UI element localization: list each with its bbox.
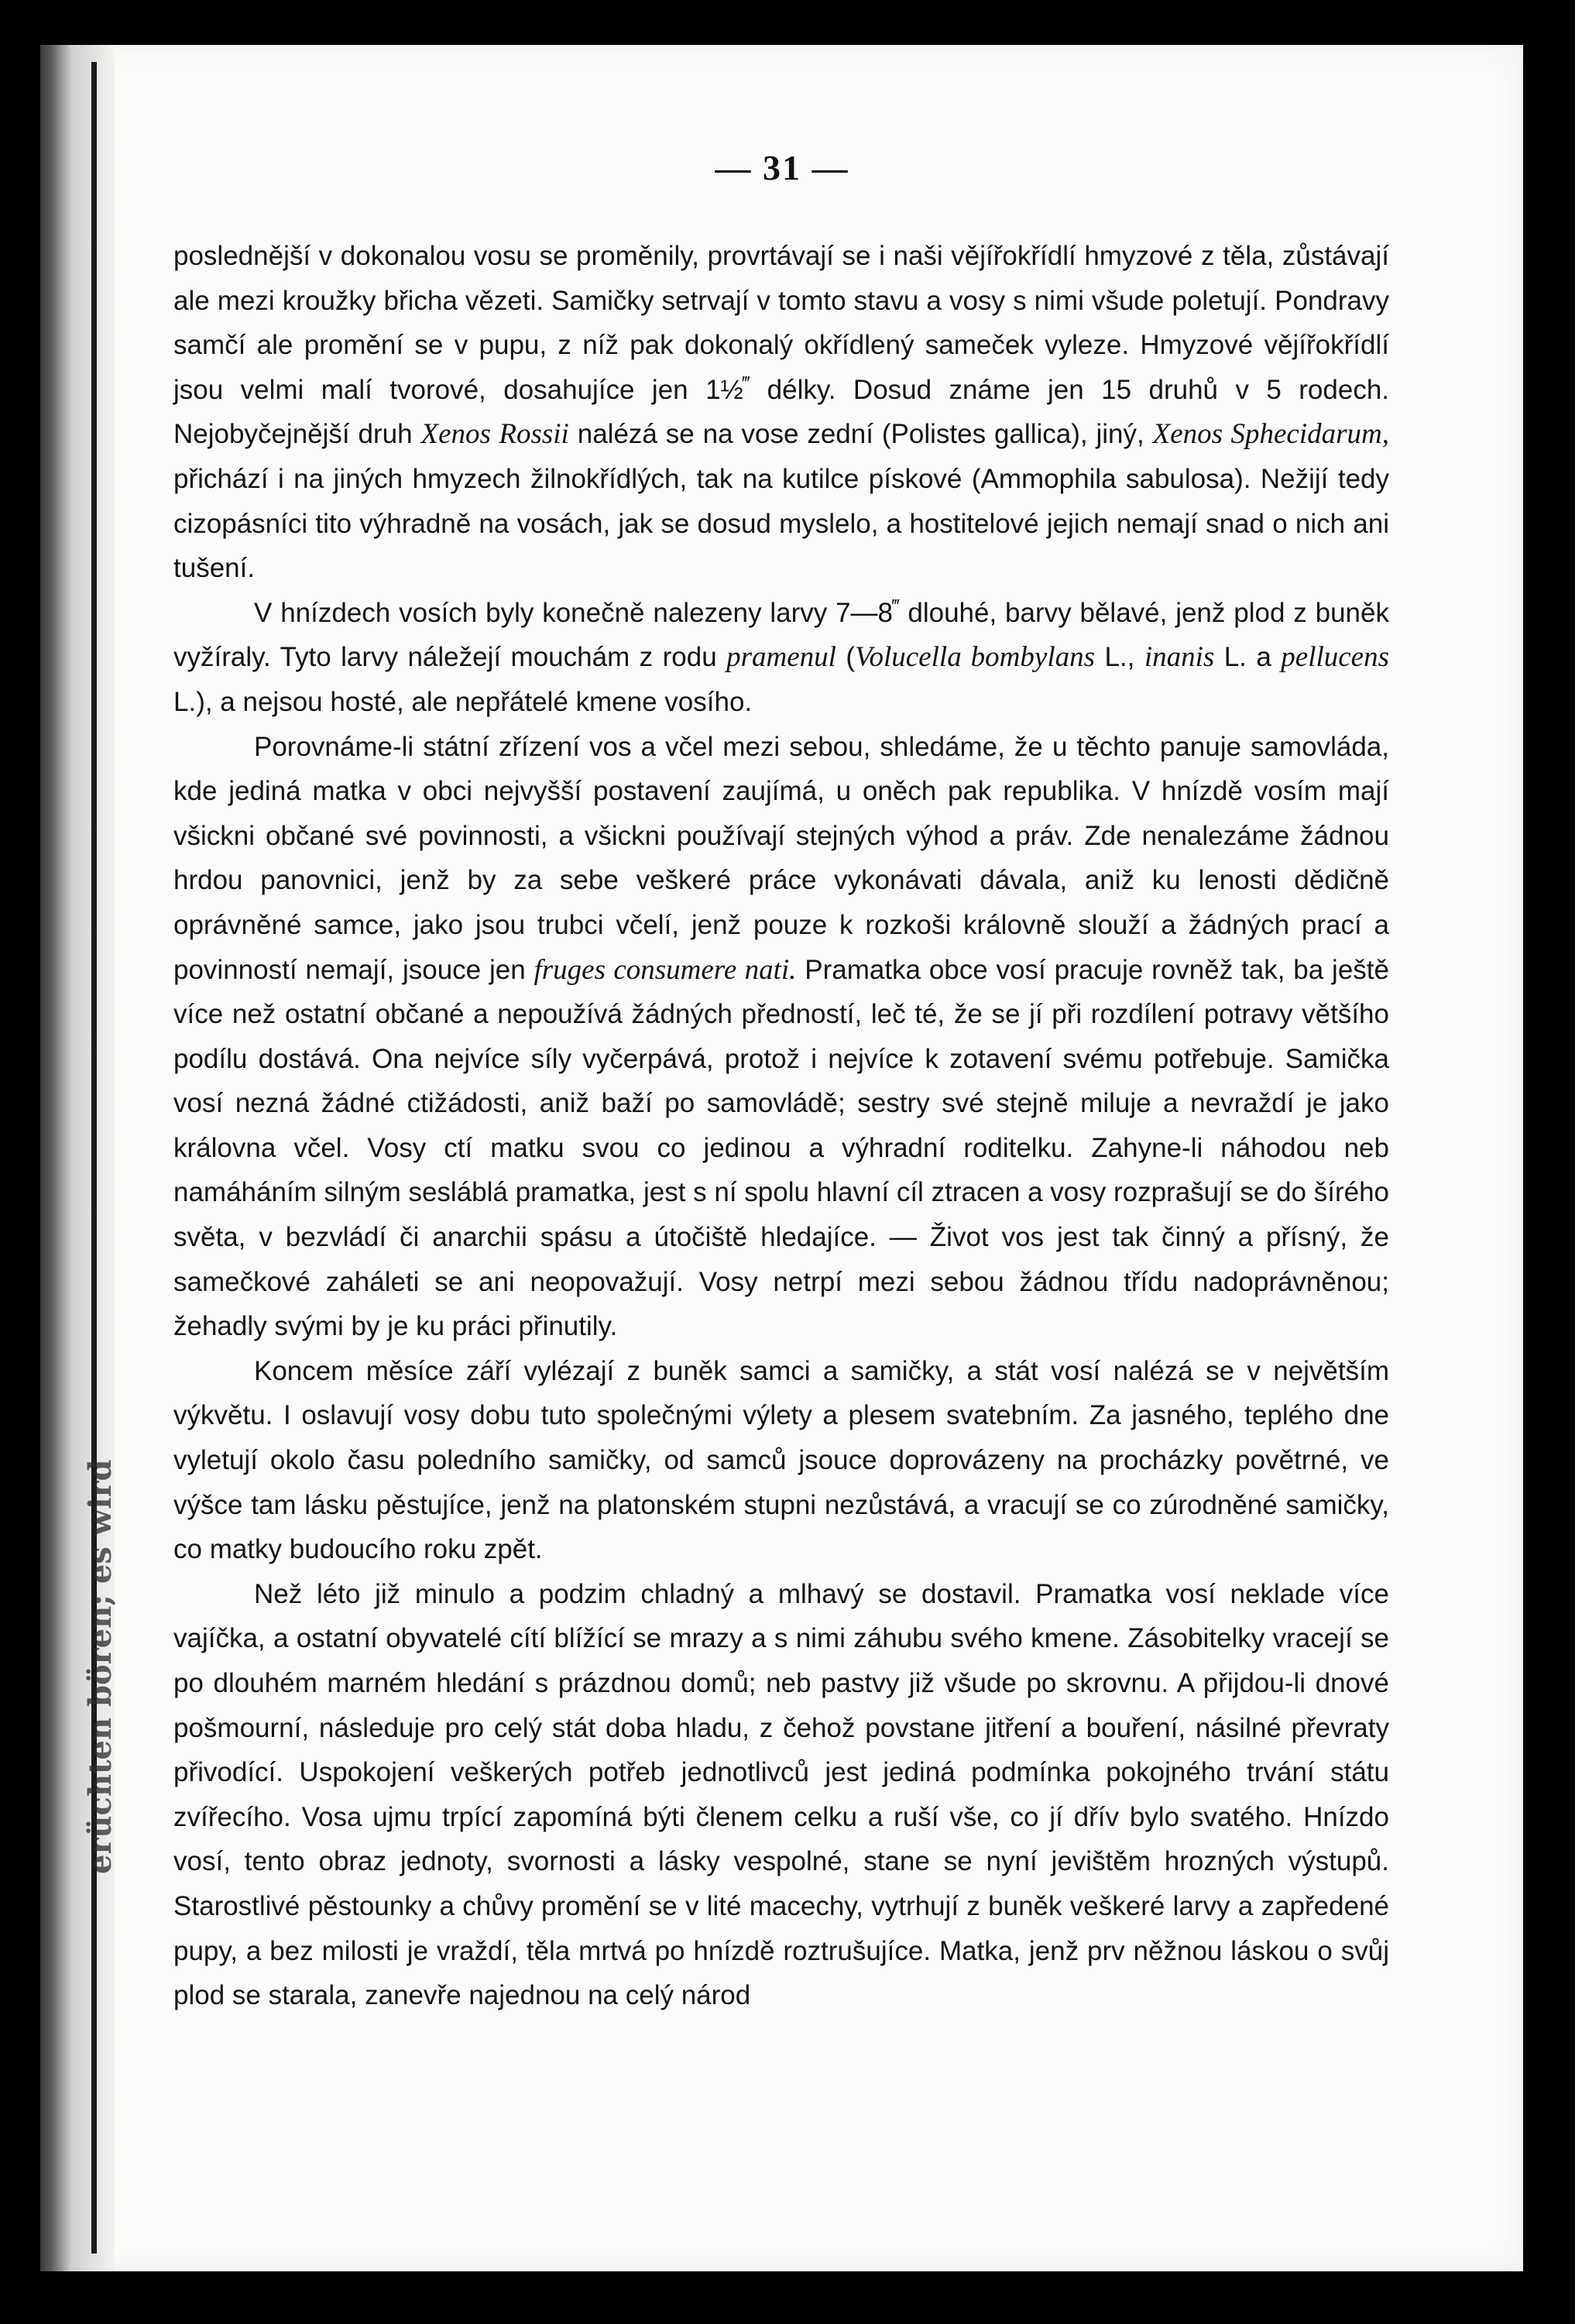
text-run: délky. Dosud známe jen 15 druhů v 5 rodech. Nejobyčejnější druh [173, 374, 1390, 450]
unit-mark: ‴ [743, 372, 750, 394]
italic-term: pramenul [726, 641, 836, 674]
italic-term: fruges consumere nati. [534, 953, 797, 986]
unit-mark: ‴ [893, 596, 900, 617]
paragraph [173, 591, 1389, 725]
paragraph [173, 1572, 1389, 2018]
italic-term: Volucella bombylans [855, 641, 1096, 674]
text-run: L., [1095, 642, 1144, 673]
text-run: L. a [1214, 642, 1282, 673]
text-run: poslednější v dokonalou vosu se proměnily, provrtávají se i naši vějířokřídlí hmyzové z těla, zůstávají ale mezi kroužky břicha vězeti. Samičky setrvají v tomto stavu a vosy s nimi všude poletují. Pondravy samčí ale promění se v pupu, z níž pak dokonalý okřídlený sameček vyleze. Hmyzové vějířokřídlí jsou velmi malí tvorové, dosahujíce jen 1½ [173, 241, 1389, 405]
text-run: Pramatka obce vosí pracuje rovněž tak, ba ještě více než ostatní občané a nepoužívá žádných předností, leč té, že se jí při rozdílení potravy většího podílu dostává. Ona nejvíce síly vyčerpává, protož i nejvíce k zotavení svému potřebuje. Samička vosí nezná žádné ctižádosti, aniž baží po samovládě; sestry své stejně miluje a nevraždí je jako královna včel. Vosy ctí matku svou co jedinou a výhradní roditelku. Zahyne-li náhodou neb namáháním silným sesláblá pramatka, jest s ní spolu hlavní cíl ztracen a vosy rozprašují se do šírého světa, v bezvládí či anarchii spásu a útočiště hledajíce. — Život vos jest tak činný a přísný, že samečkové zaháleti se ani neopovažují. Vosy netrpí mezi sebou žádnou třídu nadoprávněnou; žehadly svými by je ku práci přinutily. [173, 954, 1389, 1342]
italic-term: inanis [1144, 641, 1215, 674]
italic-term: Xenos Rossii [420, 418, 569, 451]
text-run: Porovnáme-li státní zřízení vos a včel mezi sebou, shledáme, že u těchto panuje samovláda, kde jediná matka v obci nejvyšší postavení zaujímá, u oněch pak republika. V hnízdě vosím mají všickni občané své povinnosti, a všickni používají stejných výhod a práv. Zde nenalezáme žádnou hrdou panovnici, jenž by za sebe veškeré práce vykonávati dávala, aniž ku lenosti dědičně oprávněné samce, jako jsou trubci včelí, jenž pouze k rozkoši královně slouží a žádných prací a povinností nemají, jsouce jen [173, 731, 1389, 985]
margin-bleed-text: erüchten bören; es wird [82, 1459, 118, 1874]
text-run: Koncem měsíce září vylézají z buněk samci a samičky, a stát vosí nalézá se v největším výkvětu. I oslavují vosy dobu tuto společnými výlety a plesem svatebním. Za jasného, teplého dne vyletují okolo času poledního samičky, od samců jsouce doprovázeny na procházky povětrné, ve výšce tam lásku pěstujíce, jenž na platonském stupni nezůstává, a vracují se co zúrodněné samičky, co matky budoucího roku zpět. [173, 1355, 1389, 1565]
body-text [173, 234, 1389, 2018]
margin-bleed-through [48, 1115, 118, 1874]
paragraph [173, 1349, 1389, 1572]
text-run: V hnízdech vosích byly konečně nalezeny larvy 7—8 [254, 597, 894, 628]
italic-term: Xenos Sphecidarum, [1152, 418, 1390, 451]
italic-term: pellucens [1281, 641, 1389, 674]
text-run: ( [836, 642, 856, 673]
paragraph [173, 725, 1389, 1349]
page-number: — 31 — [715, 148, 849, 187]
text-run: přichází i na jiných hmyzech žilnokřídlých, tak na kutilce pískové (Ammophila sabulosa). Nežijí tedy cizopásníci tito výhradně na vosách, jak se dosud myslelo, a hostitelové jejich nemají snad o nich ani tušení. [173, 463, 1389, 584]
text-run: Než léto již minulo a podzim chladný a mlhavý se dostavil. Pramatka vosí neklade více vajíčka, a ostatní obyvatelé cítí blížící se mrazy a s nimi záhubu svého kmene. Zásobitelky vracejí se po dlouhém marném hledání s prázdnou domů; neb pastvy již všude po skrovnu. A přijdou-li dnové pošmourní, následuje pro celý stát doba hladu, z čehož povstane jitření a bouření, násilné převraty přivodící. Uspokojení veškerých potřeb jednotlivců jest jediná podmínka pokojného trvání státu zvířecího. Vosa ujmu trpící zapomíná býti členem celku a ruší vše, co jí dřív bylo svatého. Hnízdo vosí, tento obraz jednoty, svornosti a lásky vespolné, stane se nyní jevištěm hrozných výstupů. Starostlivé pěstounky a chůvy promění se v lité macechy, vytrhují z buněk veškeré larvy a zapředené pupy, a bez milosti je vraždí, těla mrtvá po hnízdě roztrušujíce. Matka, jenž prv něžnou láskou o svůj plod se starala, zanevře najednou na celý národ [173, 1578, 1389, 2011]
text-run: nalézá se na vose zední (Polistes gallica), jiný, [568, 419, 1153, 450]
text-run: dlouhé, barvy bělavé, jenž plod z buněk vyžíraly. Tyto larvy náležejí mouchám z rodu [173, 597, 1389, 673]
paragraph [173, 234, 1389, 591]
text-run: L.), a nejsou hosté, ale nepřátelé kmene vosího. [173, 686, 753, 717]
